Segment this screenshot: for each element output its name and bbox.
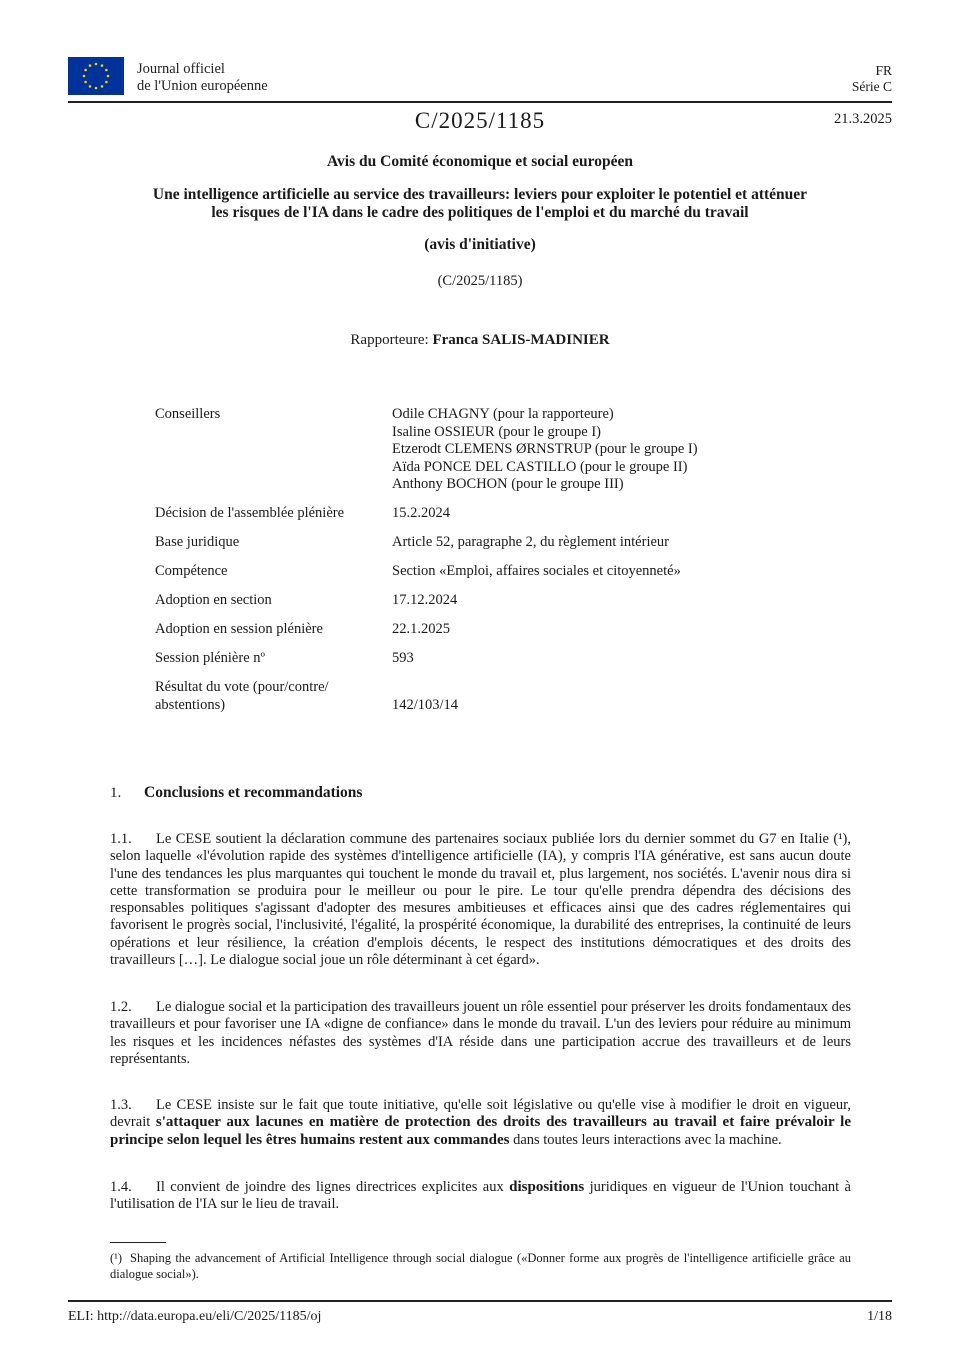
- counsellors-list: [392, 406, 698, 494]
- header-rule: [68, 101, 892, 103]
- subject-line1: Une intelligence artificielle au service des travailleurs: leviers pour exploiter le potentiel et atténuer: [152, 186, 808, 203]
- subject-line2: les risques de l'IA dans le cadre des politiques de l'emploi et du marché du travail: [211, 204, 749, 221]
- vote-label-line1: Résultat du vote (pour/contre/: [155, 679, 329, 695]
- rapporteur: [0, 332, 960, 349]
- section-title: Conclusions et recommandations: [144, 784, 363, 801]
- eu-star-icon: [83, 75, 86, 78]
- paragraph-number: 1.4.: [110, 1179, 132, 1195]
- detail-label-plenary-session: Session plénière nº: [155, 650, 266, 666]
- paragraph-text: Le CESE insiste sur le fait que toute initiative, qu'elle soit législative ou qu'elle vise à modifier le droit en vigueur, devrait: [110, 1097, 851, 1131]
- page-number: 1/18: [867, 1309, 892, 1324]
- counsellor-item: Etzerodt CLEMENS ØRNSTRUP (pour le groupe I): [392, 441, 698, 457]
- eu-star-icon: [84, 81, 87, 84]
- footnote-marker: (¹): [110, 1251, 123, 1265]
- counsellors-label: Conseillers: [155, 406, 221, 422]
- detail-value-plenary-session: 593: [392, 650, 414, 666]
- counsellor-item: Odile CHAGNY (pour la rapporteure): [392, 406, 614, 422]
- detail-label-plenary-adoption: Adoption en session plénière: [155, 621, 323, 637]
- eli-link[interactable]: ELI: http://data.europa.eu/eli/C/2025/1185/oj: [68, 1309, 322, 1324]
- publication-date: 21.3.2025: [834, 111, 892, 127]
- detail-label-section-adoption: Adoption en section: [155, 592, 272, 608]
- language-code: FR: [875, 63, 892, 78]
- eu-star-icon: [95, 87, 98, 90]
- paragraph-1-1: [110, 831, 851, 969]
- vote-label-line2: abstentions): [155, 696, 226, 713]
- detail-value-plenary-decision: 15.2.2024: [392, 505, 450, 521]
- detail-label-legal-basis: Base juridique: [155, 534, 240, 550]
- document-subject: [100, 186, 860, 222]
- rapporteur-name: Franca SALIS-MADINIER: [432, 332, 610, 348]
- issuing-body: Avis du Comité économique et social européen: [327, 153, 633, 170]
- language-series: [852, 63, 892, 95]
- detail-value-section-adoption: 17.12.2024: [392, 592, 458, 608]
- eu-stars-icon: [68, 57, 124, 95]
- document-number: C/2025/1185: [414, 108, 546, 133]
- eu-star-icon: [84, 69, 87, 72]
- paragraph-1-2: [110, 999, 851, 1068]
- eu-star-icon: [105, 81, 108, 84]
- eu-star-icon: [105, 69, 108, 72]
- paragraph-1-4: [110, 1179, 851, 1214]
- paragraph-number: 1.2.: [110, 999, 132, 1015]
- counsellor-item: Aïda PONCE DEL CASTILLO (pour le groupe II): [392, 458, 688, 475]
- counsellor-item: Isaline OSSIEUR (pour le groupe I): [392, 423, 601, 440]
- paragraph-text: Il convient de joindre des lignes directrices explicites aux: [156, 1179, 510, 1195]
- detail-value-competence: Section «Emploi, affaires sociales et citoyenneté»: [392, 563, 681, 579]
- footnote: [110, 1251, 851, 1282]
- detail-label-competence: Compétence: [155, 563, 228, 579]
- eu-star-icon: [89, 64, 92, 67]
- footnote-text: Shaping the advancement of Artificial Intelligence through social dialogue («Donner forme aux progrès de l'intelligence artificielle grâce au dialogue social»).: [110, 1251, 851, 1281]
- eu-star-icon: [101, 85, 104, 88]
- footer-rule: [68, 1300, 892, 1302]
- eu-star-icon: [101, 64, 104, 67]
- footnote-rule: [110, 1242, 166, 1243]
- rapporteur-label: Rapporteure:: [350, 332, 429, 348]
- paragraph-number: 1.3.: [110, 1097, 132, 1113]
- paragraph-text: Le dialogue social et la participation des travailleurs jouent un rôle essentiel pour préserver les droits fondamentaux des travailleurs et pour favoriser une IA «digne de confiance» dans le monde du travail. L'un des leviers pour réduire au minimum les risques et les incidences néfastes des systèmes d'IA réside dans une participation accrue des travailleurs et de leurs représentants.: [110, 999, 851, 1067]
- journal-title: [137, 61, 268, 95]
- detail-label-plenary-decision: Décision de l'assemblée plénière: [155, 505, 345, 521]
- detail-value-vote: 142/103/14: [392, 697, 459, 713]
- paragraph-text: juridiques en vigueur de l'Union touchant à l'utilisation de l'IA sur le lieu de travail.: [110, 1179, 851, 1213]
- detail-value-plenary-adoption: 22.1.2025: [392, 621, 450, 637]
- detail-label-vote: [155, 679, 329, 714]
- paragraph-text: dans toutes leurs interactions avec la machine.: [509, 1131, 782, 1148]
- eu-star-icon: [95, 63, 98, 66]
- paragraph-emphasis: dispositions: [509, 1179, 585, 1195]
- opinion-type: (avis d'initiative): [424, 236, 536, 253]
- paragraph-number: 1.1.: [110, 831, 132, 847]
- eu-flag-logo: [68, 57, 124, 95]
- journal-title-line2: de l'Union européenne: [137, 78, 268, 94]
- eu-star-icon: [89, 85, 92, 88]
- document-reference: (C/2025/1185): [437, 273, 523, 289]
- journal-title-line1: Journal officiel: [137, 61, 225, 77]
- paragraph-emphasis: s'attaquer aux lacunes en matière de protection des droits des travailleurs au travail et faire prévaloir le principe selon lequel les êtres humains restent aux commandes: [110, 1114, 851, 1148]
- paragraph-text: Le CESE soutient la déclaration commune des partenaires sociaux publiée lors du dernier sommet du G7 en Italie (¹), selon laquelle «l'évolution rapide des systèmes d'intelligence artificielle (IA), y compris l'IA générative, est sans aucun doute l'une des tendances les plus marquantes qui touchent le monde du travail et, plus largement, nos sociétés. L'avenir nous dira si cette transformation se produira pour le meilleur ou pour le pire. Le tour qu'elle prendra dépendra des décisions des responsables politiques s'agissant d'adopter des mesures ambitieuses et efficaces ainsi que des cadres réglementaires qui favorisent le progrès social, l'inclusivité, l'égalité, la prospérité économique, la durabilité des entreprises, la continuité de leurs opérations et leur résilience, la création d'emplois décents, le respect des institutions démocratiques et des droits des travailleurs […]. Le dialogue social joue un rôle déterminant à cet égard».: [110, 831, 851, 969]
- counsellor-item: Anthony BOCHON (pour le groupe III): [392, 476, 624, 492]
- section-number: 1.: [110, 785, 122, 801]
- series-label: Série C: [851, 79, 892, 94]
- eu-star-icon: [107, 75, 110, 78]
- detail-value-legal-basis: Article 52, paragraphe 2, du règlement intérieur: [392, 534, 669, 550]
- paragraph-1-3: [110, 1097, 851, 1149]
